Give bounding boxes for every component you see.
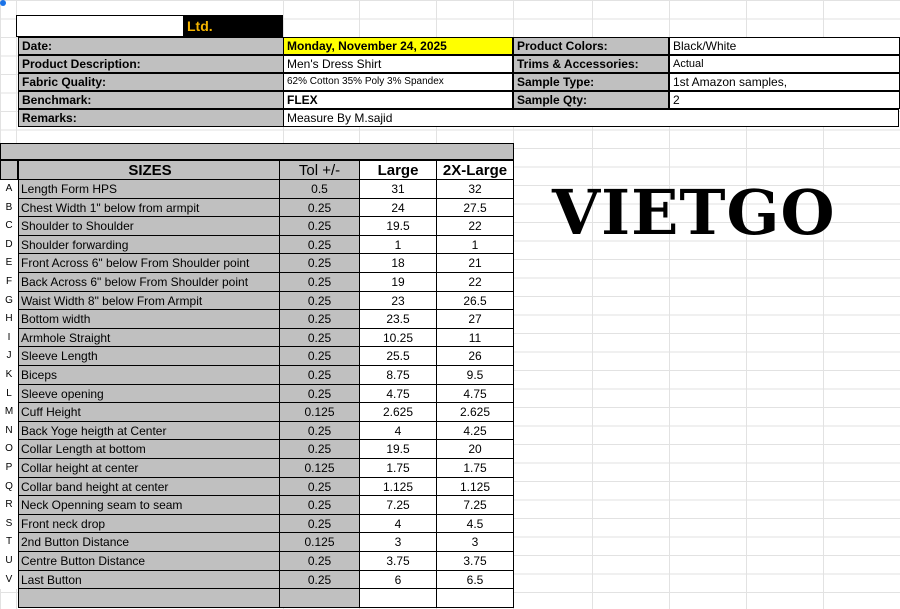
info-value[interactable]: Black/White <box>669 37 900 55</box>
2xlarge-size-cell[interactable]: 27.5 <box>437 199 514 218</box>
2xlarge-size-cell[interactable]: 6.5 <box>437 571 514 590</box>
large-size-cell[interactable]: 19.5 <box>360 440 437 459</box>
2xlarge-size-cell[interactable]: 26 <box>437 347 514 366</box>
empty-cell[interactable] <box>437 589 514 608</box>
tolerance-cell[interactable]: 0.25 <box>280 515 360 534</box>
measurement-name[interactable]: Back Yoge heigth at Center <box>18 422 280 441</box>
large-size-cell[interactable]: 25.5 <box>360 347 437 366</box>
column-header-tol: Tol +/- <box>280 160 360 180</box>
tolerance-cell[interactable]: 0.25 <box>280 292 360 311</box>
2xlarge-size-cell[interactable]: 32 <box>437 180 514 199</box>
row-id: M <box>0 403 18 422</box>
tolerance-cell[interactable]: 0.25 <box>280 422 360 441</box>
row-id: R <box>0 496 18 515</box>
row-id: Q <box>0 478 18 497</box>
info-label: Trims & Accessories: <box>513 55 669 73</box>
row-id: I <box>0 329 18 348</box>
tolerance-cell[interactable]: 0.25 <box>280 329 360 348</box>
measurement-name[interactable]: Shoulder forwarding <box>18 236 280 255</box>
tolerance-cell[interactable]: 0.25 <box>280 366 360 385</box>
info-value[interactable]: Monday, November 24, 2025 <box>283 37 513 55</box>
tolerance-cell[interactable]: 0.25 <box>280 199 360 218</box>
info-label: Sample Type: <box>513 73 669 91</box>
large-size-cell[interactable]: 1.75 <box>360 459 437 478</box>
large-size-cell[interactable]: 19.5 <box>360 217 437 236</box>
info-value[interactable]: 2 <box>669 91 900 109</box>
empty-cell[interactable] <box>360 589 437 608</box>
tolerance-cell[interactable]: 0.25 <box>280 440 360 459</box>
tolerance-cell[interactable]: 0.125 <box>280 403 360 422</box>
info-value[interactable]: 62% Cotton 35% Poly 3% Spandex <box>283 73 513 91</box>
measurement-name[interactable]: Sleeve Length <box>18 347 280 366</box>
company-name: Ltd. <box>183 15 283 37</box>
tolerance-cell[interactable]: 0.25 <box>280 273 360 292</box>
2xlarge-size-cell[interactable]: 4.5 <box>437 515 514 534</box>
measurement-name[interactable]: Cuff Height <box>18 403 280 422</box>
row-id: D <box>0 236 18 255</box>
2xlarge-size-cell[interactable]: 22 <box>437 273 514 292</box>
row-id: K <box>0 366 18 385</box>
tolerance-cell[interactable]: 0.25 <box>280 552 360 571</box>
measurement-name[interactable]: Last Button <box>18 571 280 590</box>
info-value[interactable]: Men's Dress Shirt <box>283 55 513 73</box>
2xlarge-size-cell[interactable]: 3.75 <box>437 552 514 571</box>
tolerance-cell[interactable]: 0.25 <box>280 496 360 515</box>
row-id: S <box>0 515 18 534</box>
measurement-name[interactable]: Front neck drop <box>18 515 280 534</box>
2xlarge-size-cell[interactable]: 9.5 <box>437 366 514 385</box>
large-size-cell[interactable]: 7.25 <box>360 496 437 515</box>
row-id: E <box>0 254 18 273</box>
2xlarge-size-cell[interactable]: 1 <box>437 236 514 255</box>
2xlarge-size-cell[interactable]: 1.75 <box>437 459 514 478</box>
info-label: Product Colors: <box>513 37 669 55</box>
row-id: T <box>0 533 18 552</box>
column-header-large: Large <box>360 160 437 180</box>
info-label: Fabric Quality: <box>18 73 284 91</box>
row-id: A <box>0 180 18 199</box>
info-label: Remarks: <box>18 109 284 127</box>
large-size-cell[interactable]: 6 <box>360 571 437 590</box>
row-id: B <box>0 199 18 218</box>
2xlarge-size-cell[interactable]: 1.125 <box>437 478 514 497</box>
2xlarge-size-cell[interactable]: 21 <box>437 254 514 273</box>
tolerance-cell[interactable]: 0.25 <box>280 217 360 236</box>
info-value[interactable]: FLEX <box>283 91 513 109</box>
info-label: Benchmark: <box>18 91 284 109</box>
large-size-cell[interactable]: 10.25 <box>360 329 437 348</box>
info-label: Sample Qty: <box>513 91 669 109</box>
info-value[interactable]: Measure By M.sajid <box>283 109 899 127</box>
row-id: P <box>0 459 18 478</box>
large-size-cell[interactable]: 18 <box>360 254 437 273</box>
large-size-cell[interactable]: 1 <box>360 236 437 255</box>
2xlarge-size-cell[interactable]: 27 <box>437 310 514 329</box>
tolerance-cell[interactable]: 0.25 <box>280 571 360 590</box>
measurement-name[interactable]: Collar band height at center <box>18 478 280 497</box>
measurement-name[interactable]: Back Across 6" below From Shoulder point <box>18 273 280 292</box>
measurement-name[interactable]: Neck Openning seam to seam <box>18 496 280 515</box>
info-label: Product Description: <box>18 55 284 73</box>
header-corner-cell <box>0 160 18 180</box>
tolerance-cell[interactable]: 0.25 <box>280 254 360 273</box>
row-id: V <box>0 571 18 590</box>
2xlarge-size-cell[interactable]: 2.625 <box>437 403 514 422</box>
large-size-cell[interactable]: 23 <box>360 292 437 311</box>
large-size-cell[interactable]: 3.75 <box>360 552 437 571</box>
info-value[interactable]: Actual <box>669 55 900 73</box>
measurement-name[interactable]: Armhole Straight <box>18 329 280 348</box>
info-value[interactable]: 1st Amazon samples, <box>669 73 900 91</box>
tolerance-cell[interactable]: 0.5 <box>280 180 360 199</box>
row-id: G <box>0 292 18 311</box>
large-size-cell[interactable]: 31 <box>360 180 437 199</box>
2xlarge-size-cell[interactable]: 4.25 <box>437 422 514 441</box>
2xlarge-size-cell[interactable]: 11 <box>437 329 514 348</box>
row-id: C <box>0 217 18 236</box>
large-size-cell[interactable]: 3 <box>360 533 437 552</box>
row-id: U <box>0 552 18 571</box>
vietgo-watermark: VIETGO <box>552 176 836 249</box>
measurement-name[interactable]: 2nd Button Distance <box>18 533 280 552</box>
row-id: N <box>0 422 18 441</box>
row-id: H <box>0 310 18 329</box>
2xlarge-size-cell[interactable]: 26.5 <box>437 292 514 311</box>
column-header-sizes: SIZES <box>18 160 280 180</box>
2xlarge-size-cell[interactable]: 22 <box>437 217 514 236</box>
large-size-cell[interactable]: 24 <box>360 199 437 218</box>
tolerance-cell[interactable]: 0.125 <box>280 459 360 478</box>
large-size-cell[interactable]: 2.625 <box>360 403 437 422</box>
info-label: Date: <box>18 37 284 55</box>
tolerance-cell[interactable]: 0.25 <box>280 310 360 329</box>
tolerance-cell[interactable]: 0.125 <box>280 533 360 552</box>
measurement-name[interactable]: Collar Length at bottom <box>18 440 280 459</box>
measurement-name[interactable]: Centre Button Distance <box>18 552 280 571</box>
measurement-name[interactable]: Biceps <box>18 366 280 385</box>
row-id: J <box>0 347 18 366</box>
large-size-cell[interactable]: 8.75 <box>360 366 437 385</box>
measurement-name[interactable]: Front Across 6" below From Shoulder point <box>18 254 280 273</box>
large-size-cell[interactable]: 4 <box>360 515 437 534</box>
row-id: O <box>0 440 18 459</box>
large-size-cell[interactable]: 23.5 <box>360 310 437 329</box>
large-size-cell[interactable]: 19 <box>360 273 437 292</box>
2xlarge-size-cell[interactable]: 4.75 <box>437 385 514 404</box>
column-header-2xlarge: 2X-Large <box>437 160 514 180</box>
2xlarge-size-cell[interactable]: 20 <box>437 440 514 459</box>
empty-cell[interactable] <box>280 589 360 608</box>
measurement-name[interactable]: Waist Width 8" below From Armpit <box>18 292 280 311</box>
measurement-name[interactable]: Sleeve opening <box>18 385 280 404</box>
2xlarge-size-cell[interactable]: 3 <box>437 533 514 552</box>
tolerance-cell[interactable]: 0.25 <box>280 478 360 497</box>
large-size-cell[interactable]: 1.125 <box>360 478 437 497</box>
large-size-cell[interactable]: 4.75 <box>360 385 437 404</box>
2xlarge-size-cell[interactable]: 7.25 <box>437 496 514 515</box>
row-id: F <box>0 273 18 292</box>
measurement-name[interactable]: Bottom width <box>18 310 280 329</box>
large-size-cell[interactable]: 4 <box>360 422 437 441</box>
row-id: L <box>0 385 18 404</box>
measurement-name[interactable]: Shoulder to Shoulder <box>18 217 280 236</box>
tolerance-cell[interactable]: 0.25 <box>280 236 360 255</box>
tolerance-cell[interactable]: 0.25 <box>280 385 360 404</box>
measurement-name[interactable]: Collar height at center <box>18 459 280 478</box>
measurement-name[interactable]: Length Form HPS <box>18 180 280 199</box>
measurement-name[interactable]: Chest Width 1" below from armpit <box>18 199 280 218</box>
empty-cell[interactable] <box>18 589 280 608</box>
selection-handle[interactable] <box>0 0 6 6</box>
tolerance-cell[interactable]: 0.25 <box>280 347 360 366</box>
table-spacer-row <box>0 143 514 160</box>
